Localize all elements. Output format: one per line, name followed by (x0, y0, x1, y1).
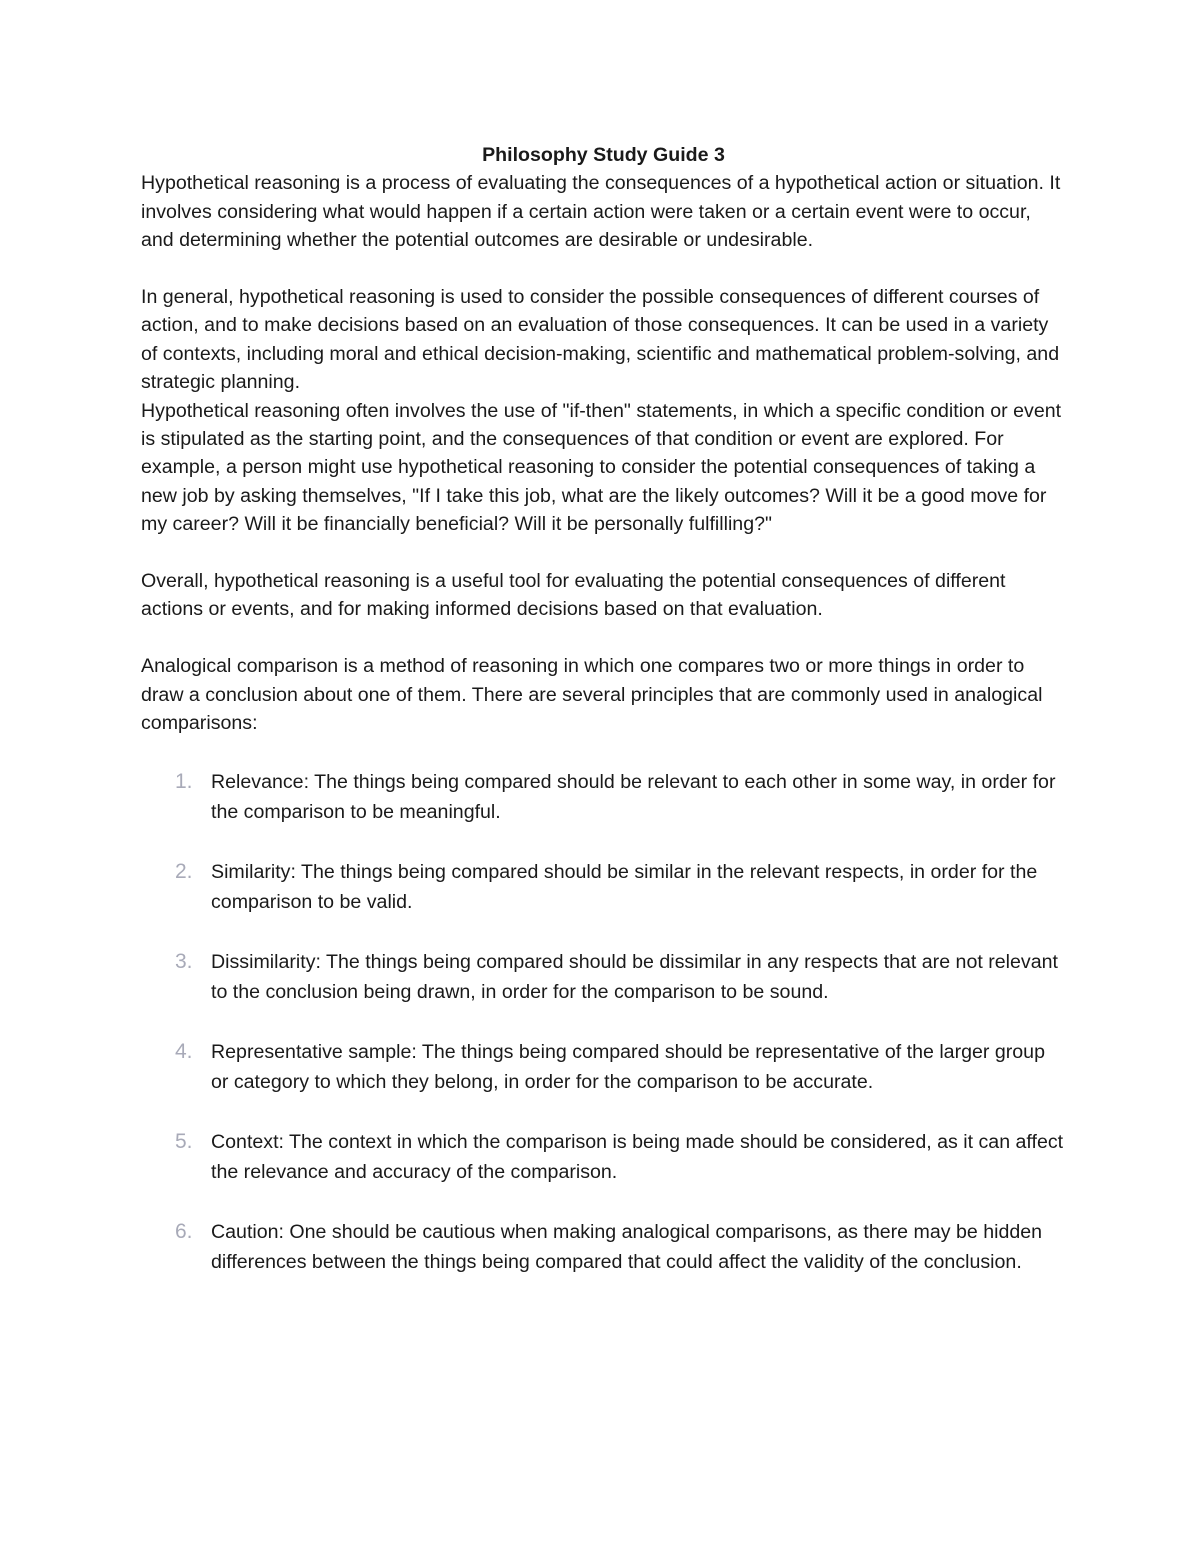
list-item (141, 857, 1066, 917)
list-item-number: 1. (175, 770, 193, 794)
paragraph-spacer (141, 255, 1066, 283)
list-item-number: 3. (175, 950, 193, 974)
list-item (141, 947, 1066, 1007)
principles-list (141, 767, 1066, 1277)
list-item (141, 1127, 1066, 1187)
paragraph-overall: Overall, hypothetical reasoning is a useful tool for evaluating the potential consequences of different actions or events, and for making informed decisions based on that evaluation. (141, 570, 1006, 621)
list-item-number: 4. (175, 1040, 193, 1064)
list-item-text: Context: The context in which the comparison is being made should be considered, as it can affect the relevance and accuracy of the comparison. (211, 1131, 1064, 1184)
list-item-text: Representative sample: The things being compared should be representative of the larger group or category to which they belong, in order for the comparison to be accurate. (211, 1041, 1045, 1094)
list-item (141, 1037, 1066, 1097)
paragraph-hypothetical-uses: In general, hypothetical reasoning is used to consider the possible consequences of different courses of action, and to make decisions based on an evaluation of those consequences. It can be used in a variety of contexts, including moral and ethical decision-making, scientific and mathematical problem-solving, and strategic planning. (141, 286, 1060, 394)
list-item-number: 5. (175, 1130, 193, 1154)
list-item-text: Relevance: The things being compared should be relevant to each other in some way, in order for the comparison to be meaningful. (211, 771, 1056, 824)
list-item-text: Caution: One should be cautious when making analogical comparisons, as there may be hidden differences between the things being compared that could affect the validity of the conclusion. (211, 1221, 1043, 1274)
paragraph-spacer (141, 539, 1066, 567)
paragraph-analogical-comparison: Analogical comparison is a method of reasoning in which one compares two or more things in order to draw a conclusion about one of them. There are several principles that are commonly used in analogical comparisons: (141, 655, 1043, 735)
list-item-text: Dissimilarity: The things being compared should be dissimilar in any respects that are not relevant to the conclusion being drawn, in order for the comparison to be sound. (211, 951, 1058, 1004)
paragraph-hypothetical-definition: Hypothetical reasoning is a process of evaluating the consequences of a hypothetical action or situation. It involves considering what would happen if a certain action were taken or a certain event were to occur, and determining whether the potential outcomes are desirable or undesirable. (141, 172, 1061, 252)
document-body (141, 140, 1066, 1307)
list-item (141, 767, 1066, 827)
document-title: Philosophy Study Guide 3 (482, 144, 725, 166)
list-item-number: 6. (175, 1220, 193, 1244)
list-item (141, 1217, 1066, 1277)
list-item-text: Similarity: The things being compared should be similar in the relevant respects, in order for the comparison to be valid. (211, 861, 1038, 914)
list-item-number: 2. (175, 860, 193, 884)
paragraph-if-then: Hypothetical reasoning often involves the use of "if-then" statements, in which a specific condition or event is stipulated as the starting point, and the consequences of that condition or event are explored. For example, a person might use hypothetical reasoning to consider the potential consequences of taking a new job by asking themselves, "If I take this job, what are the likely outcomes? Will it be a good move for my career? Will it be financially beneficial? Will it be personally fulfilling?" (141, 399, 1062, 536)
paragraph-spacer (141, 624, 1066, 652)
paragraph-spacer (141, 737, 1066, 767)
